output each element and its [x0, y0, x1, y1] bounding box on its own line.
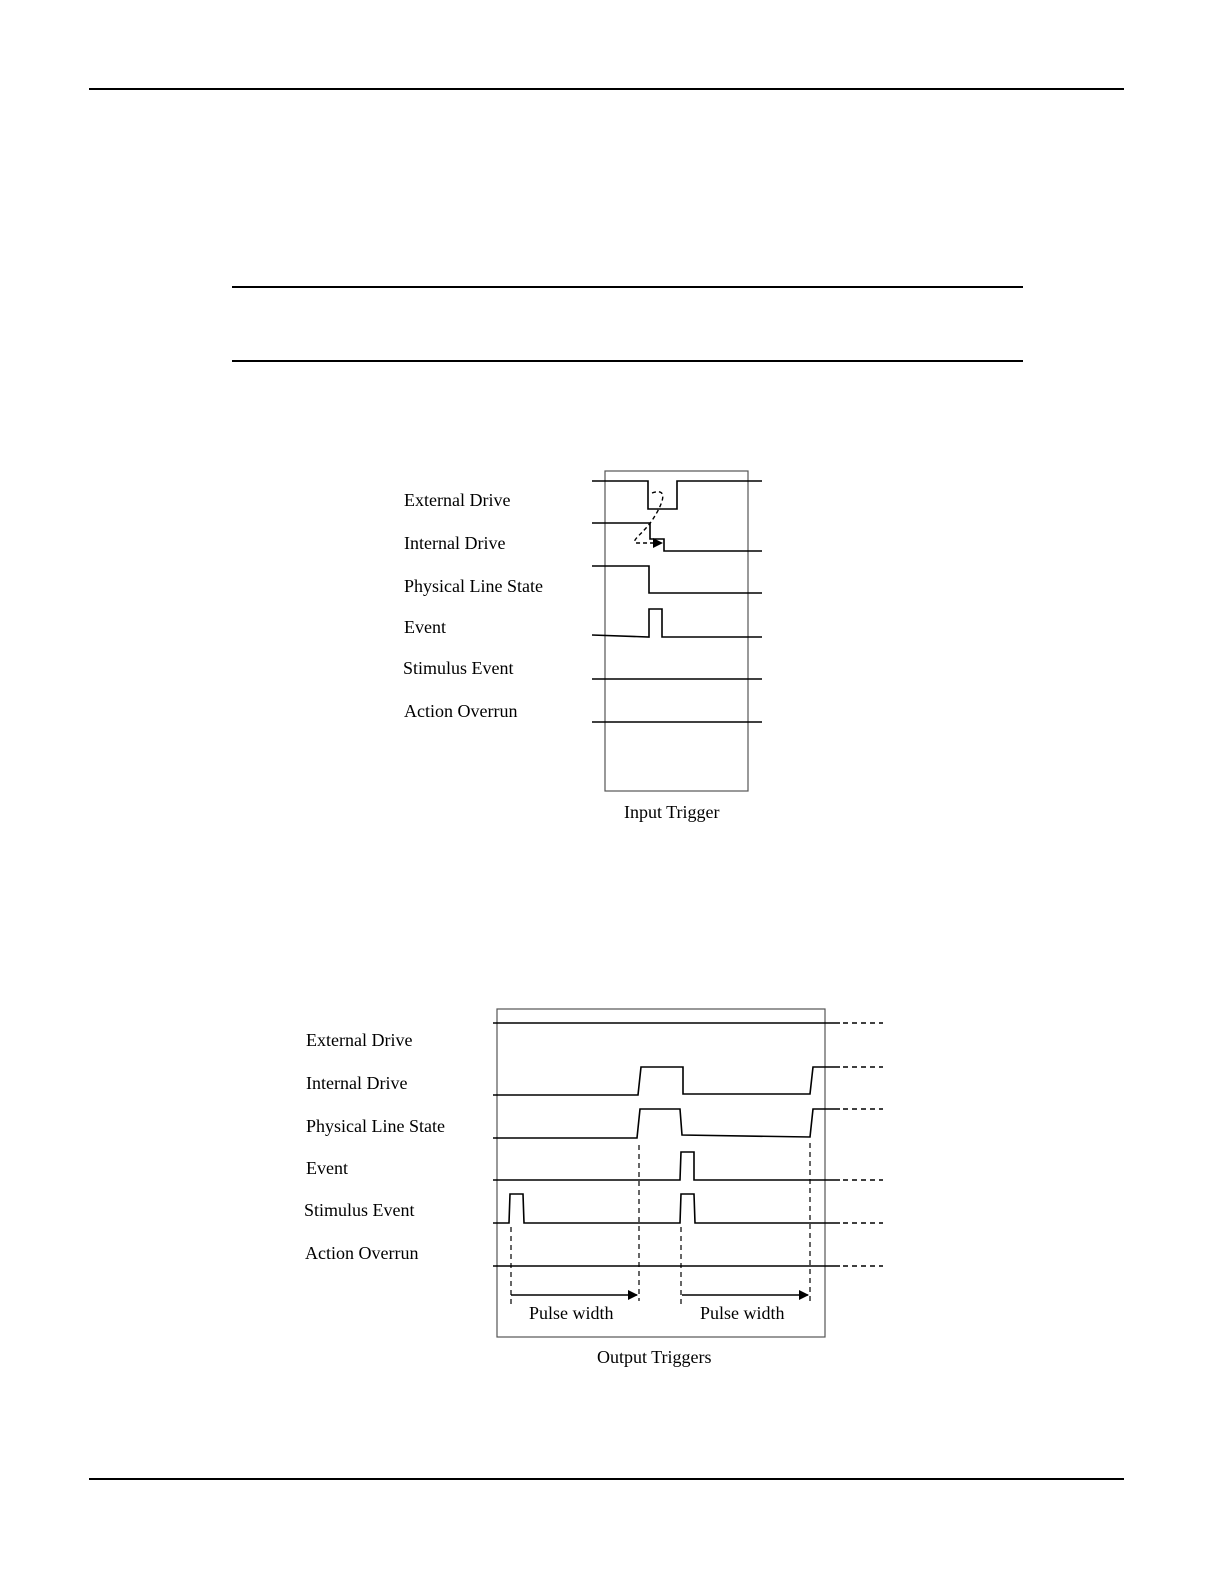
output-label-event: Event	[306, 1158, 348, 1178]
output-label-internal-drive: Internal Drive	[306, 1073, 408, 1093]
output-wave-stimulus-event	[493, 1194, 840, 1223]
input-label-stimulus-event: Stimulus Event	[403, 658, 514, 678]
input-wave-external-drive	[592, 481, 762, 509]
footer-rule	[89, 1478, 1124, 1480]
output-triggers-caption: Output Triggers	[597, 1347, 712, 1367]
output-label-action-overrun: Action Overrun	[305, 1243, 419, 1263]
note-top-rule	[232, 286, 1023, 288]
input-wave-event	[592, 609, 762, 637]
note-bottom-rule	[232, 360, 1023, 362]
input-wave-internal-drive	[592, 523, 762, 551]
output-wave-physical-line-state	[493, 1109, 840, 1138]
input-label-event: Event	[404, 617, 446, 637]
output-window-frame	[497, 1009, 825, 1337]
header-rule	[89, 88, 1124, 90]
pulse-width-label-1: Pulse width	[529, 1303, 614, 1323]
input-label-action-overrun: Action Overrun	[404, 701, 518, 721]
output-label-physical-line-state: Physical Line State	[306, 1116, 445, 1136]
input-window-frame	[605, 471, 748, 791]
output-wave-internal-drive	[493, 1067, 840, 1095]
pulse-width-label-2: Pulse width	[700, 1303, 785, 1323]
output-continuation-dashes	[843, 1023, 883, 1266]
output-triggers-diagram	[295, 1005, 895, 1380]
output-wave-event	[493, 1152, 840, 1180]
output-label-stimulus-event: Stimulus Event	[304, 1200, 415, 1220]
input-wave-physical-line-state	[592, 566, 762, 593]
input-label-external-drive: External Drive	[404, 490, 511, 510]
output-label-external-drive: External Drive	[306, 1030, 413, 1050]
output-timing-markers	[511, 1143, 810, 1307]
input-label-internal-drive: Internal Drive	[404, 533, 506, 553]
input-label-physical-line-state: Physical Line State	[404, 576, 543, 596]
input-trigger-caption: Input Trigger	[624, 802, 720, 822]
input-trigger-diagram	[390, 465, 770, 835]
